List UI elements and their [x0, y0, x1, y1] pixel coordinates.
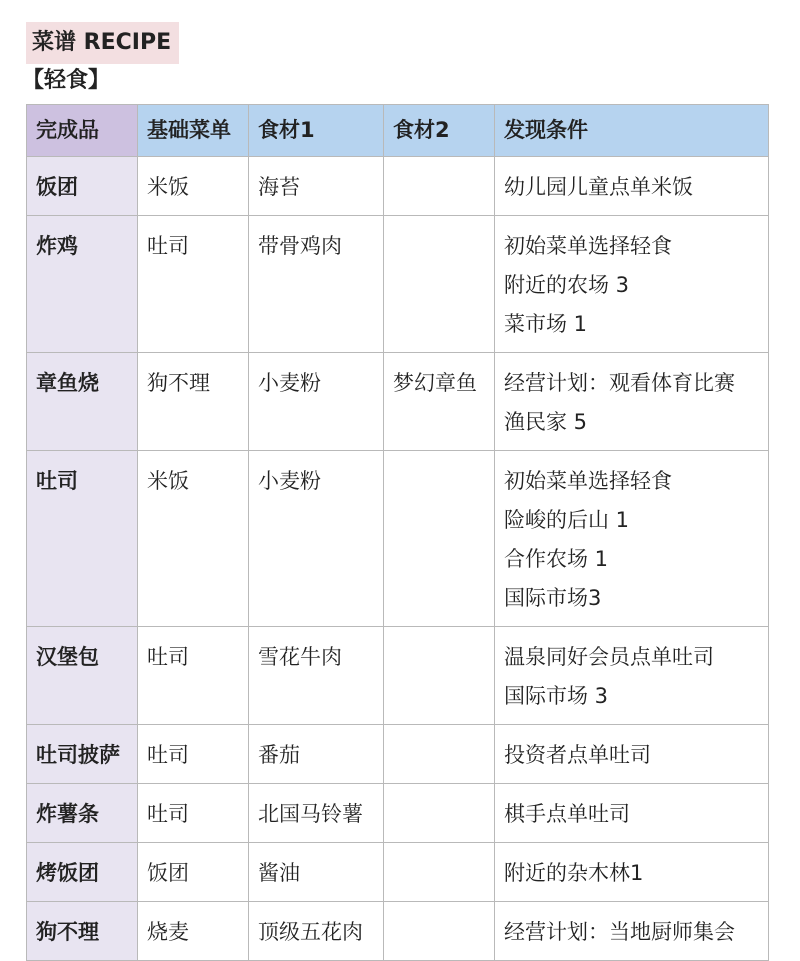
page-title: 菜谱 RECIPE: [26, 22, 179, 64]
condition-line: 初始菜单选择轻食: [504, 234, 672, 258]
cell-base-menu: 饭团: [138, 843, 249, 902]
table-row: [27, 902, 769, 961]
condition-line: 国际市场3: [504, 586, 602, 610]
cell-unlock-condition: [495, 627, 769, 725]
condition-line: 初始菜单选择轻食: [504, 469, 672, 493]
condition-line: 经营计划：观看体育比赛: [504, 371, 735, 395]
cell-dish: 烤饭团: [27, 843, 138, 902]
cell-base-menu: 吐司: [138, 725, 249, 784]
column-header-ingredient-2: 食材2: [384, 105, 495, 157]
cell-dish: 章鱼烧: [27, 353, 138, 451]
cell-dish: 吐司: [27, 451, 138, 627]
cell-unlock-condition: [495, 902, 769, 961]
cell-ingredient-1: 海苔: [249, 157, 384, 216]
cell-ingredient-2: [384, 725, 495, 784]
table-row: [27, 784, 769, 843]
cell-ingredient-1: 顶级五花肉: [249, 902, 384, 961]
cell-dish: 狗不理: [27, 902, 138, 961]
condition-line: 经营计划：当地厨师集会: [504, 920, 735, 944]
column-header-ingredient-1: 食材1: [249, 105, 384, 157]
cell-dish: 炸薯条: [27, 784, 138, 843]
cell-unlock-condition: [495, 216, 769, 353]
table-row: [27, 627, 769, 725]
cell-ingredient-2: [384, 451, 495, 627]
column-header-unlock-condition: 发现条件: [495, 105, 769, 157]
table-header-row: [27, 105, 769, 157]
condition-line: 合作农场 1: [504, 547, 609, 571]
cell-base-menu: 烧麦: [138, 902, 249, 961]
table-row: [27, 725, 769, 784]
cell-ingredient-2: [384, 784, 495, 843]
cell-dish: 炸鸡: [27, 216, 138, 353]
table-row: [27, 843, 769, 902]
cell-unlock-condition: [495, 784, 769, 843]
cell-base-menu: 狗不理: [138, 353, 249, 451]
cell-dish: 饭团: [27, 157, 138, 216]
cell-ingredient-1: 小麦粉: [249, 353, 384, 451]
cell-ingredient-1: 番茄: [249, 725, 384, 784]
table-row: [27, 353, 769, 451]
condition-line: 险峻的后山 1: [504, 508, 630, 532]
cell-unlock-condition: [495, 157, 769, 216]
cell-base-menu: 吐司: [138, 216, 249, 353]
condition-line: 附近的农场 3: [504, 273, 630, 297]
table-row: [27, 451, 769, 627]
condition-line: 附近的杂木林1: [504, 861, 644, 885]
condition-line: 渔民家 5: [504, 410, 588, 434]
cell-dish: 吐司披萨: [27, 725, 138, 784]
section-heading: 【轻食】: [22, 68, 111, 93]
cell-ingredient-2: [384, 216, 495, 353]
table-row: [27, 216, 769, 353]
condition-line: 菜市场 1: [504, 312, 588, 336]
cell-ingredient-1: 小麦粉: [249, 451, 384, 627]
condition-line: 幼儿园儿童点单米饭: [504, 175, 693, 199]
condition-line: 棋手点单吐司: [504, 802, 630, 826]
recipe-table: [26, 104, 769, 961]
cell-ingredient-2: 梦幻章鱼: [384, 353, 495, 451]
column-header-dish: 完成品: [27, 105, 138, 157]
cell-unlock-condition: [495, 725, 769, 784]
cell-base-menu: 吐司: [138, 627, 249, 725]
cell-ingredient-1: 北国马铃薯: [249, 784, 384, 843]
cell-unlock-condition: [495, 451, 769, 627]
column-header-base-menu: 基础菜单: [138, 105, 249, 157]
cell-ingredient-1: 雪花牛肉: [249, 627, 384, 725]
cell-dish: 汉堡包: [27, 627, 138, 725]
cell-ingredient-1: 带骨鸡肉: [249, 216, 384, 353]
table-row: [27, 157, 769, 216]
condition-line: 国际市场 3: [504, 684, 609, 708]
cell-ingredient-2: [384, 157, 495, 216]
cell-unlock-condition: [495, 843, 769, 902]
table-body: [27, 157, 769, 961]
cell-ingredient-2: [384, 627, 495, 725]
cell-ingredient-2: [384, 902, 495, 961]
cell-base-menu: 米饭: [138, 451, 249, 627]
cell-unlock-condition: [495, 353, 769, 451]
cell-ingredient-1: 酱油: [249, 843, 384, 902]
condition-line: 投资者点单吐司: [504, 743, 651, 767]
cell-ingredient-2: [384, 843, 495, 902]
cell-base-menu: 米饭: [138, 157, 249, 216]
cell-base-menu: 吐司: [138, 784, 249, 843]
condition-line: 温泉同好会员点单吐司: [504, 645, 714, 669]
